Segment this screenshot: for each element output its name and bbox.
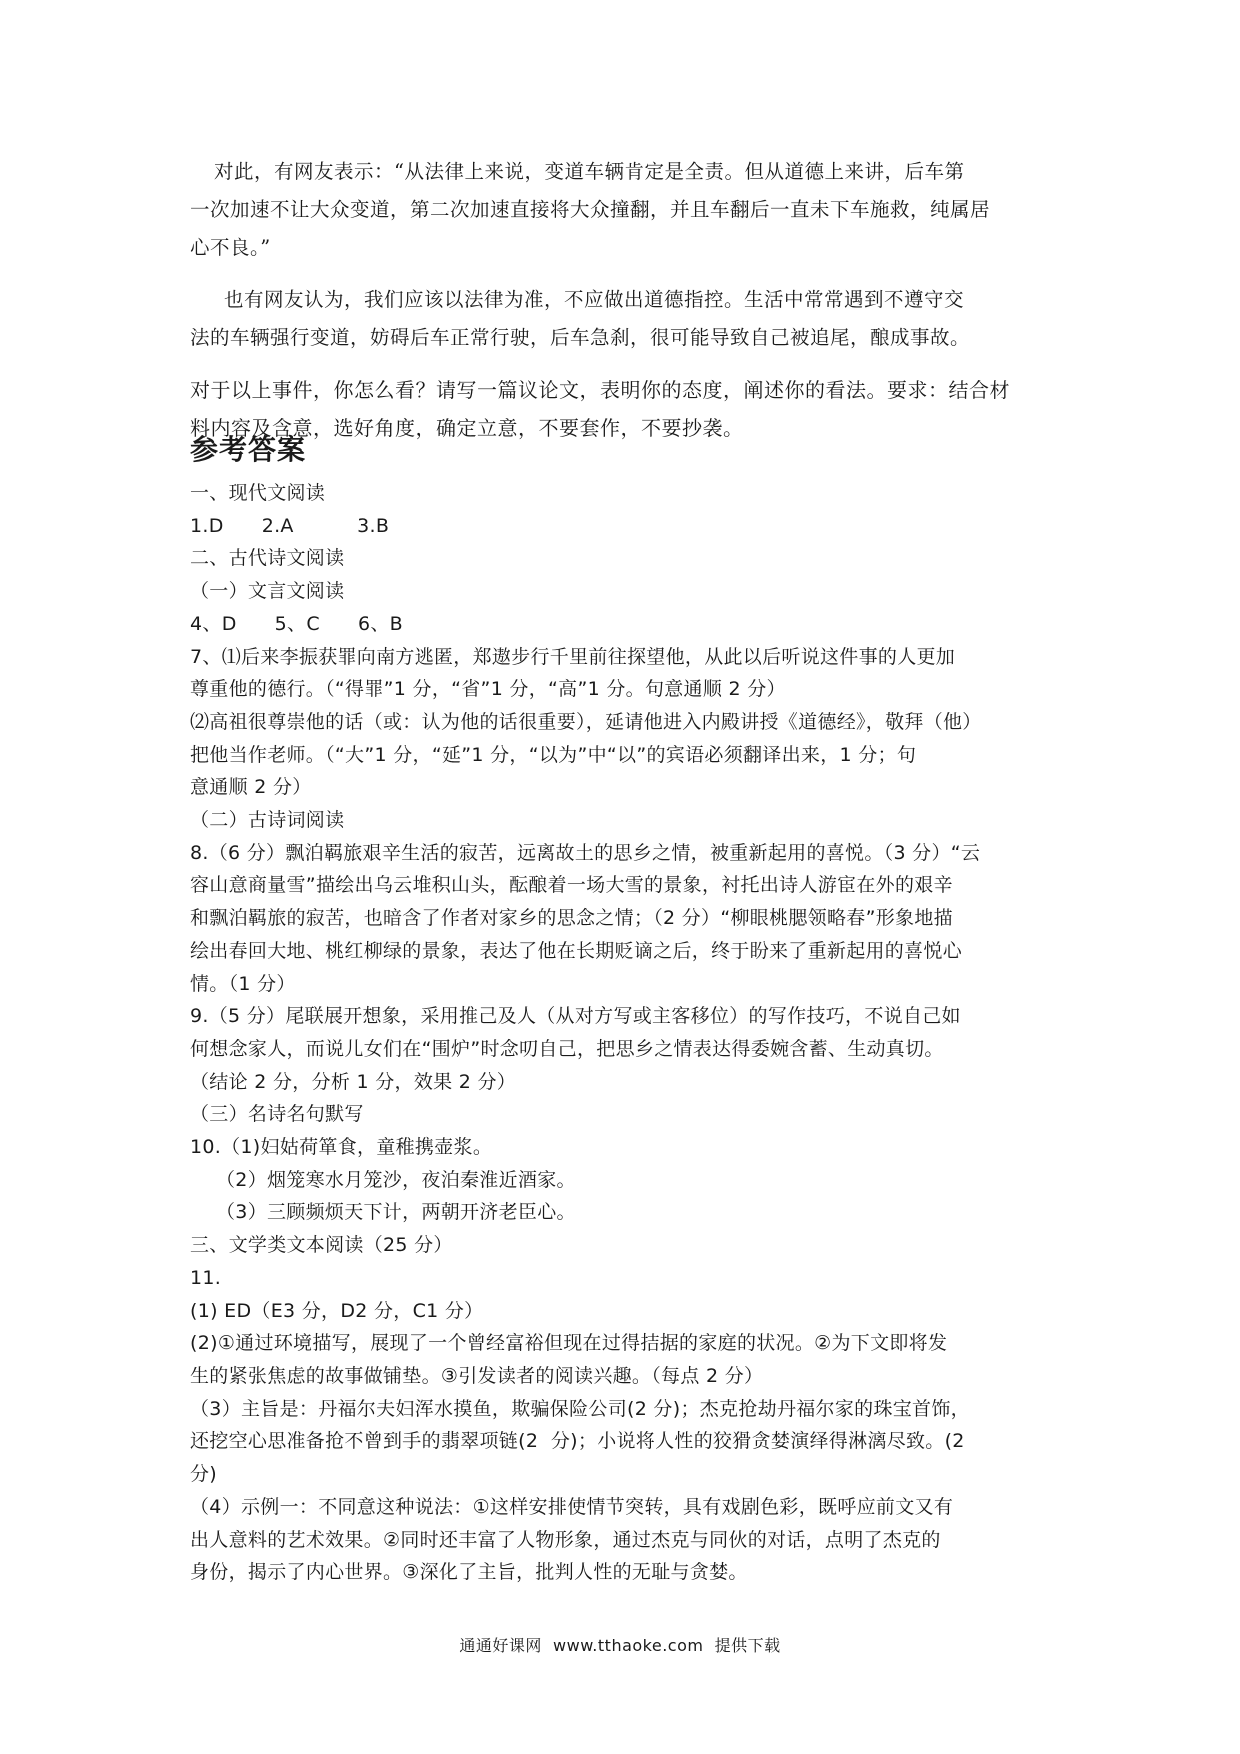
answer-line: 和飘泊羁旅的寂苦，也暗含了作者对家乡的思念之情；（2 分）“柳眼桃腮领略春”形象地描 — [190, 907, 953, 930]
answer-line: 身份，揭示了内心世界。③深化了主旨，批判人性的无耻与贪婪。 — [190, 1561, 748, 1584]
subsection-title: （三）名诗名句默写 — [190, 1103, 364, 1126]
answer-line: (2)①通过环境描写，展现了一个曾经富裕但现在过得拮据的家庭的状况。②为下文即将发 — [190, 1332, 948, 1355]
answers-heading: 参考答案 — [190, 433, 307, 466]
text-line: 心不良。” — [190, 236, 271, 259]
section-title: 二、古代诗文阅读 — [190, 547, 345, 570]
text-line: 也有网友认为，我们应该以法律为准，不应做出道德指控。生活中常常遇到不遵守交 — [224, 288, 965, 311]
answer-line: 尊重他的德行。（“得罪”1 分，“省”1 分，“高”1 分。句意通顺 2 分） — [190, 678, 786, 701]
answer-line: 何想念家人，而说儿女们在“围炉”时念叨自己，把思乡之情表达得委婉含蓄、生动真切。 — [190, 1037, 944, 1060]
answer-key — [190, 477, 1060, 1589]
page-footer: 通通好课网 www.tthaoke.com 提供下载 — [459, 1636, 781, 1655]
text-line: 法的车辆强行变道，妨碍后车正常行驶，后车急刹，很可能导致自己被追尾，酿成事故。 — [190, 326, 971, 349]
answer-line: (1) ED（E3 分，D2 分，C1 分） — [190, 1299, 484, 1322]
text-line: 料内容及含意，选好角度，确定立意，不要套作，不要抄袭。 — [190, 416, 744, 440]
answer-line: （4）示例一：不同意这种说法：①这样安排使情节突转，具有戏剧色彩，既呼应前文又有 — [190, 1495, 954, 1518]
answer-line: 1.D 2.A 3.B — [190, 514, 390, 537]
answer-line: 还挖空心思准备抢不曾到手的翡翠项链(2 分)；小说将人性的狡猾贪婪演绎得淋漓尽致。(2 — [190, 1430, 965, 1453]
answer-line: （3）主旨是：丹福尔夫妇浑水摸鱼，欺骗保险公司(2 分)；杰克抢劫丹福尔家的珠宝首饰， — [190, 1397, 970, 1420]
essay-paragraph-1 — [190, 153, 1060, 267]
answer-line: 4、D 5、C 6、B — [190, 612, 403, 635]
answer-line: 出人意料的艺术效果。②同时还丰富了人物形象，通过杰克与同伙的对话，点明了杰克的 — [190, 1528, 941, 1551]
text-line: 对于以上事件，你怎么看？请写一篇议论文，表明你的态度，阐述你的看法。要求：结合材 — [190, 378, 1010, 402]
answer-line: 把他当作老师。（“大”1 分，“延”1 分，“以为”中“以”的宾语必须翻译出来，1 分；句 — [190, 743, 917, 766]
essay-paragraph-2 — [190, 281, 1060, 357]
answer-line: 情。（1 分） — [190, 972, 296, 995]
answer-line: 意通顺 2 分） — [190, 776, 312, 799]
section-title: 三、文学类文本阅读（25 分） — [190, 1234, 453, 1257]
answer-line: ⑵高祖很尊崇他的话（或：认为他的话很重要），延请他进入内殿讲授《道德经》，敬拜（他） — [190, 710, 982, 733]
subsection-title: （二）古诗词阅读 — [190, 809, 345, 832]
answer-line: 生的紧张焦虑的故事做铺垫。③引发读者的阅读兴趣。（每点 2 分） — [190, 1364, 764, 1387]
section-title: 一、现代文阅读 — [190, 482, 326, 504]
essay-task — [190, 371, 1060, 447]
answer-line: 7、⑴后来李振获罪向南方逃匿，郑遨步行千里前往探望他，从此以后听说这件事的人更加 — [190, 645, 956, 668]
subsection-title: （一）文言文阅读 — [190, 580, 345, 603]
answer-line: 容山意商量雪”描绘出乌云堆积山头，酝酿着一场大雪的景象，衬托出诗人游宦在外的艰辛 — [190, 874, 953, 897]
answer-line: 8.（6 分）飘泊羁旅艰辛生活的寂苦，远离故土的思乡之情，被重新起用的喜悦。（3 分）“云 — [190, 841, 981, 864]
answer-line: 绘出春回大地、桃红柳绿的景象，表达了他在长期贬谪之后，终于盼来了重新起用的喜悦心 — [190, 939, 963, 962]
answer-line: 9.（5 分）尾联展开想象，采用推己及人（从对方写或主客移位）的写作技巧，不说自己如 — [190, 1005, 961, 1028]
text-line: 对此，有网友表示：“从法律上来说，变道车辆肯定是全责。但从道德上来讲，后车第 — [214, 160, 965, 183]
answer-line: 10.（1)妇姑荷箪食，童稚携壶浆。 — [190, 1136, 493, 1159]
answer-line: 分) — [190, 1463, 218, 1486]
answer-line: （结论 2 分，分析 1 分，效果 2 分） — [190, 1070, 517, 1093]
essay-prompt — [190, 153, 1060, 461]
answer-line: （3）三顾频烦天下计，两朝开济老臣心。 — [216, 1201, 576, 1224]
text-line: 一次加速不让大众变道，第二次加速直接将大众撞翻，并且车翻后一直未下车施救，纯属居 — [190, 198, 991, 221]
answer-line: （2）烟笼寒水月笼沙，夜泊秦淮近酒家。 — [216, 1168, 576, 1191]
answer-line: 11. — [190, 1266, 222, 1289]
